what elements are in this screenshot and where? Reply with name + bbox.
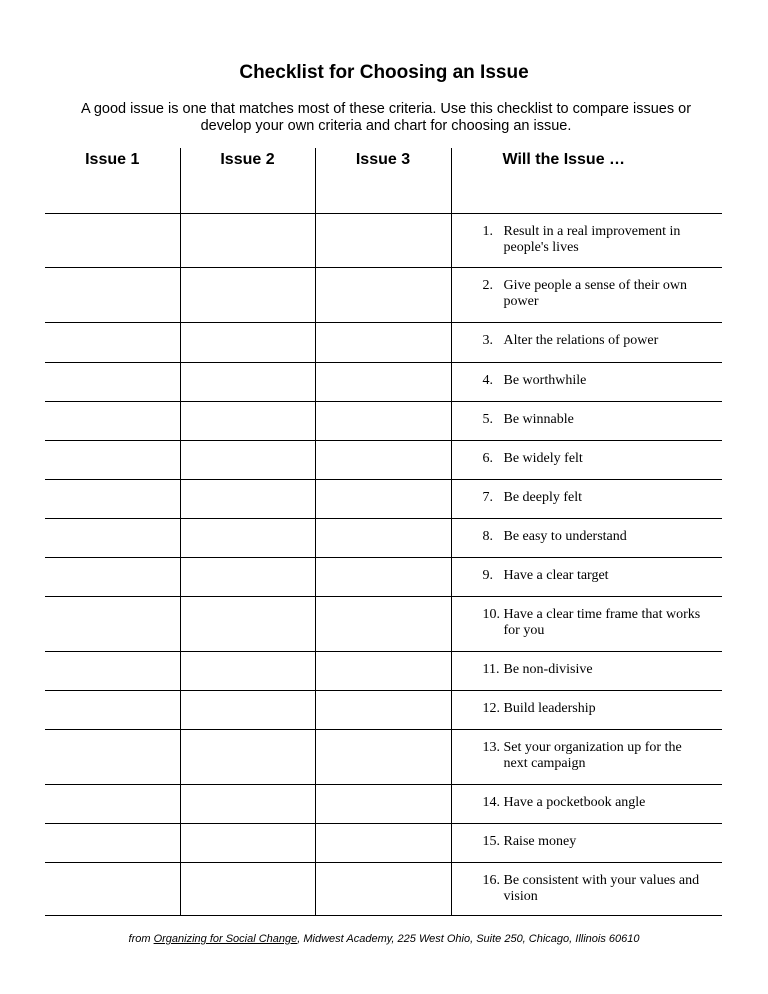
criterion-cell (451, 322, 722, 362)
criterion-number: 11. (482, 661, 500, 677)
issue-1-cell[interactable] (45, 823, 180, 862)
issue-1-cell[interactable] (45, 267, 180, 322)
issue-2-cell[interactable] (180, 596, 315, 651)
issue-2-cell[interactable] (180, 322, 315, 362)
issue-2-cell[interactable] (180, 690, 315, 729)
issue-3-cell[interactable] (315, 518, 451, 557)
issue-3-cell[interactable] (315, 651, 451, 690)
issue-2-cell[interactable] (180, 557, 315, 596)
issue-3-cell[interactable] (315, 440, 451, 479)
criterion-cell (451, 213, 722, 267)
issue-1-cell[interactable] (45, 518, 180, 557)
header-criteria: Will the Issue … (502, 151, 626, 168)
criterion-text: Be widely felt (503, 450, 583, 466)
criterion-cell (451, 362, 722, 401)
issue-2-cell[interactable] (180, 440, 315, 479)
issue-3-cell[interactable] (315, 596, 451, 651)
issue-2-cell[interactable] (180, 213, 315, 267)
issue-2-cell[interactable] (180, 401, 315, 440)
criterion-number: 8. (482, 528, 493, 544)
table-row (45, 690, 722, 729)
criterion-cell (451, 596, 722, 651)
table-row (45, 362, 722, 401)
criterion-text: Set your organization up for the next campaign (503, 739, 682, 771)
issue-1-cell[interactable] (45, 862, 180, 915)
issue-1-cell[interactable] (45, 557, 180, 596)
footer-address: , Midwest Academy, 225 West Ohio, Suite 250, Chicago, Illinois 60610 (297, 933, 640, 945)
criterion-cell (451, 823, 722, 862)
issue-1-cell[interactable] (45, 784, 180, 823)
issue-2-cell[interactable] (180, 518, 315, 557)
criterion-number: 6. (482, 450, 493, 466)
criterion-number: 12. (482, 700, 500, 716)
issue-3-cell[interactable] (315, 401, 451, 440)
issue-3-cell[interactable] (315, 362, 451, 401)
criterion-cell (451, 401, 722, 440)
criterion-cell (451, 690, 722, 729)
issue-3-cell[interactable] (315, 267, 451, 322)
criterion-number: 1. (482, 223, 493, 239)
table-row (45, 596, 722, 651)
criterion-text: Be deeply felt (503, 489, 583, 505)
checklist-table (45, 148, 722, 916)
criterion-text: Be worthwhile (503, 372, 587, 388)
issue-3-cell[interactable] (315, 862, 451, 915)
criterion-cell (451, 651, 722, 690)
issue-1-cell[interactable] (45, 596, 180, 651)
issue-1-cell[interactable] (45, 362, 180, 401)
intro-text: A good issue is one that matches most of these criteria. Use this checklist to compare issues or develop your own criteria and chart for choosing an issue. (80, 101, 692, 134)
criterion-cell (451, 862, 722, 915)
header-issue-2: Issue 2 (180, 148, 315, 213)
table-row (45, 823, 722, 862)
criterion-text: Result in a real improvement in people's lives (503, 223, 681, 255)
table-row (45, 213, 722, 267)
criterion-number: 14. (482, 794, 500, 810)
criterion-cell (451, 518, 722, 557)
issue-1-cell[interactable] (45, 479, 180, 518)
criterion-text: Be easy to understand (503, 528, 627, 544)
criterion-number: 10. (482, 606, 500, 622)
table-row (45, 784, 722, 823)
issue-3-cell[interactable] (315, 823, 451, 862)
criterion-number: 3. (482, 332, 493, 348)
criterion-number: 4. (482, 372, 493, 388)
issue-2-cell[interactable] (180, 729, 315, 784)
issue-1-cell[interactable] (45, 213, 180, 267)
criterion-number: 7. (482, 489, 493, 505)
issue-1-cell[interactable] (45, 401, 180, 440)
issue-3-cell[interactable] (315, 322, 451, 362)
issue-2-cell[interactable] (180, 823, 315, 862)
criterion-text: Raise money (503, 833, 577, 849)
criterion-cell (451, 557, 722, 596)
table-row (45, 729, 722, 784)
table-row (45, 322, 722, 362)
issue-2-cell[interactable] (180, 651, 315, 690)
table-row (45, 862, 722, 915)
table-row (45, 518, 722, 557)
criterion-cell (451, 729, 722, 784)
issue-2-cell[interactable] (180, 479, 315, 518)
criterion-text: Be consistent with your values and vision (503, 872, 700, 904)
issue-1-cell[interactable] (45, 322, 180, 362)
issue-1-cell[interactable] (45, 690, 180, 729)
criterion-text: Be winnable (503, 411, 574, 427)
table-row (45, 651, 722, 690)
issue-2-cell[interactable] (180, 362, 315, 401)
criterion-text: Have a clear time frame that works for you (503, 606, 701, 638)
criterion-number: 16. (482, 872, 500, 888)
criterion-number: 9. (482, 567, 493, 583)
criterion-text: Have a pocketbook angle (503, 794, 646, 810)
criterion-number: 15. (482, 833, 500, 849)
table-row (45, 267, 722, 322)
table-row (45, 557, 722, 596)
criterion-cell (451, 440, 722, 479)
issue-3-cell[interactable] (315, 729, 451, 784)
criterion-cell (451, 267, 722, 322)
criterion-number: 2. (482, 277, 493, 293)
table-row (45, 401, 722, 440)
criterion-text: Have a clear target (503, 567, 609, 583)
criterion-text: Build leadership (503, 700, 596, 716)
criterion-text: Give people a sense of their own power (503, 277, 687, 309)
criterion-text: Alter the relations of power (503, 332, 659, 348)
issue-1-cell[interactable] (45, 729, 180, 784)
page-title: Checklist for Choosing an Issue (239, 62, 529, 83)
issue-3-cell[interactable] (315, 479, 451, 518)
criterion-cell (451, 784, 722, 823)
table-header-row (45, 148, 722, 213)
table-row (45, 440, 722, 479)
criterion-number: 13. (482, 739, 500, 755)
header-issue-1: Issue 1 (45, 148, 180, 213)
issue-3-cell[interactable] (315, 557, 451, 596)
criterion-text: Be non-divisive (503, 661, 593, 677)
table-row (45, 479, 722, 518)
footer-book-title: Organizing for Social Change (153, 933, 298, 945)
issue-2-cell[interactable] (180, 862, 315, 915)
issue-2-cell[interactable] (180, 784, 315, 823)
footer-citation (0, 933, 768, 945)
issue-1-cell[interactable] (45, 651, 180, 690)
issue-2-cell[interactable] (180, 267, 315, 322)
issue-3-cell[interactable] (315, 690, 451, 729)
issue-3-cell[interactable] (315, 213, 451, 267)
header-issue-3: Issue 3 (315, 148, 451, 213)
criterion-number: 5. (482, 411, 493, 427)
issue-3-cell[interactable] (315, 784, 451, 823)
footer-prefix: from (128, 933, 154, 945)
issue-1-cell[interactable] (45, 440, 180, 479)
criterion-cell (451, 479, 722, 518)
